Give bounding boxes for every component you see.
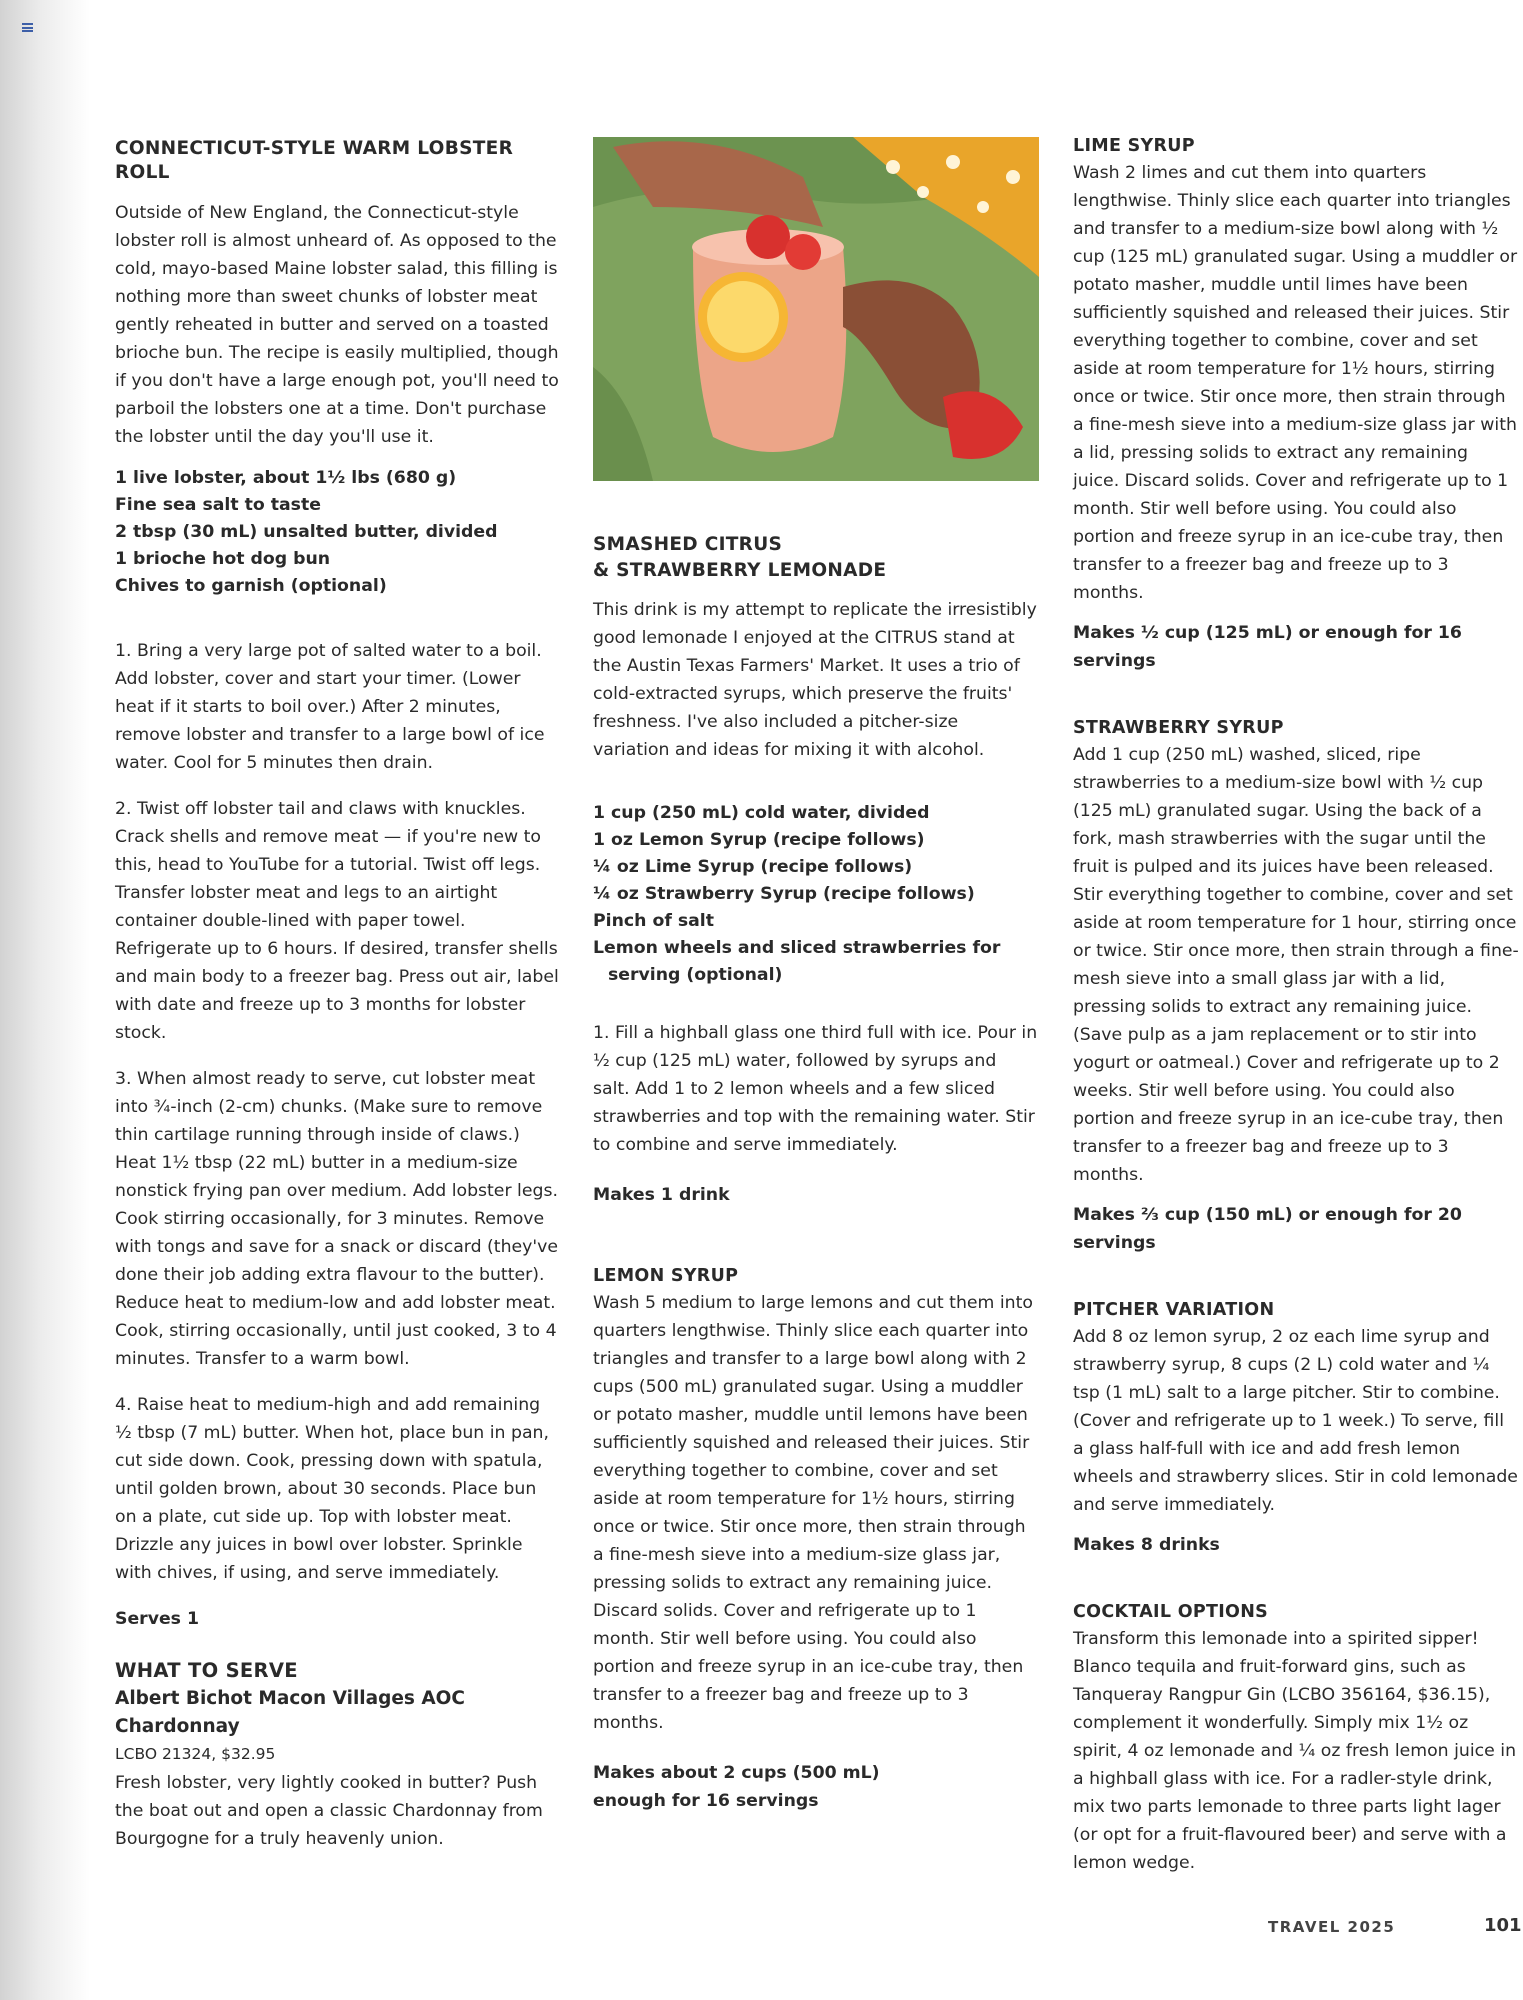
section-label: TRAVEL 2025 (1268, 1918, 1396, 1936)
wine-name: Albert Bichot Macon Villages AOC Chardonnay (115, 1688, 465, 1737)
ingredient: Chives to garnish (optional) (115, 576, 387, 596)
pitcher-body: Add 8 oz lemon syrup, 2 oz each lime syrup and strawberry syrup, 8 cups (2 L) cold water and ¼ tsp (1 mL) salt to a large pitcher. Stir to combine. (Cover and refrigerate up to 1 week.) To serve, fill a glass half-full with ice and add fresh lemon wheels and strawberry slices. Stir in cold lemonade and serve immediately. (1073, 1327, 1518, 1515)
cocktail-body: Transform this lemonade into a spirited sipper! Blanco tequila and fruit-forward gins, such as Tanqueray Rangpur Gin (LCBO 356164, $36.15), complement it wonderfully. Simply mix 1½ oz spirit, 4 oz lemonade and ¼ oz fresh lemon juice in a highball glass with ice. For a radler-style drink, mix two parts lemonade to three parts light lager (or opt for a fruit-flavoured beer) and serve with a lemon wedge. (1073, 1629, 1517, 1873)
lemonade-title-line1: SMASHED CITRUS (593, 534, 783, 555)
lemonade-illustration (593, 137, 1039, 481)
lemonade-makes: Makes 1 drink (593, 1185, 730, 1205)
page-edge-shadow (0, 0, 90, 2000)
lemon-syrup-makes: Makes about 2 cups (500 mL) enough for 16 servings (593, 1763, 880, 1811)
lobster-intro: Outside of New England, the Connecticut-style lobster roll is almost unheard of. As opposed to the cold, mayo-based Maine lobster salad, this filling is nothing more than sweet chunks of lobster meat gently reheated in butter and served on a toasted brioche bun. The recipe is easily multiplied, though if you don't have a large enough pot, you'll need to parboil the lobsters one at a time. Don't purchase the lobster until the day you'll use it. (115, 203, 559, 447)
lobster-ingredients (115, 465, 560, 600)
pitcher-makes: Makes 8 drinks (1073, 1535, 1220, 1555)
ingredient: 2 tbsp (30 mL) unsalted butter, divided (115, 522, 498, 542)
page-number: 101 (1484, 1915, 1522, 1936)
ingredient: ¼ oz Strawberry Syrup (recipe follows) (593, 884, 975, 904)
cocktail-heading: COCKTAIL OPTIONS (1073, 1602, 1269, 1622)
lemonade-photo (593, 137, 1039, 481)
lemonade-ingredients (593, 800, 1038, 989)
menu-icon[interactable] (22, 23, 33, 32)
strawberry-syrup-makes: Makes ⅔ cup (150 mL) or enough for 20 servings (1073, 1205, 1462, 1253)
ingredient: 1 cup (250 mL) cold water, divided (593, 803, 930, 823)
lemonade-intro: This drink is my attempt to replicate the irresistibly good lemonade I enjoyed at the CITRUS stand at the Austin Texas Farmers' Market. It uses a trio of cold-extracted syrups, which preserve the fruits' freshness. I've also included a pitcher-size variation and ideas for mixing it with alcohol. (593, 600, 1037, 760)
ingredient: Pinch of salt (593, 911, 714, 931)
ingredient: Fine sea salt to taste (115, 495, 321, 515)
lime-syrup-makes: Makes ½ cup (125 mL) or enough for 16 servings (1073, 623, 1462, 671)
lobster-step-4: 4. Raise heat to medium-high and add remaining ½ tbsp (7 mL) butter. When hot, place bun in pan, cut side down. Cook, pressing down with spatula, until golden brown, about 30 seconds. Place bun on a plate, cut side up. Top with lobster meat. Drizzle any juices in bowl over lobster. Sprinkle with chives, if using, and serve immediately. (115, 1395, 550, 1583)
column-lobster-roll (115, 130, 560, 1853)
lemonade-title-line2: & STRAWBERRY LEMONADE (593, 560, 887, 581)
column-syrups (1073, 130, 1519, 1877)
lime-syrup-heading: LIME SYRUP (1073, 136, 1195, 156)
ingredient: 1 oz Lemon Syrup (recipe follows) (593, 830, 925, 850)
lemon-syrup-body: Wash 5 medium to large lemons and cut them into quarters lengthwise. Thinly slice each quarter into triangles and transfer to a large bowl along with 2 cups (500 mL) granulated sugar. Using a muddler or potato masher, muddle until lemons have been sufficiently squished and released their juices. Stir everything together to combine, cover and set aside at room temperature for 1½ hours, stirring once or twice. Stir once more, then strain through a fine-mesh sieve into a medium-size glass jar, pressing solids to extract any remaining juice. Discard solids. Cover and refrigerate up to 1 month. Stir well before using. You could also portion and freeze syrup in an ice-cube tray, then transfer to a freezer bag and freeze up to 3 months. (593, 1293, 1033, 1733)
lobster-step-1: 1. Bring a very large pot of salted water to a boil. Add lobster, cover and start your timer. (Lower heat if it starts to boil over.) After 2 minutes, remove lobster and transfer to a large bowl of ice water. Cool for 5 minutes then drain. (115, 641, 545, 773)
lemon-syrup-heading: LEMON SYRUP (593, 1266, 739, 1286)
strawberry-syrup-heading: STRAWBERRY SYRUP (1073, 718, 1284, 738)
lobster-step-3: 3. When almost ready to serve, cut lobster meat into ¾-inch (2-cm) chunks. (Make sure to remove thin cartilage running through inside of claws.) Heat 1½ tbsp (22 mL) butter in a medium-size nonstick frying pan over medium. Add lobster legs. Cook stirring occasionally, for 3 minutes. Remove with tongs and save for a snack or discard (they've done their job adding extra flavour to the butter). Reduce heat to medium-low and add lobster meat. Cook, stirring occasionally, until just cooked, 3 to 4 minutes. Transfer to a warm bowl. (115, 1069, 559, 1369)
ingredient: 1 live lobster, about 1½ lbs (680 g) (115, 468, 457, 488)
wine-lcbo: LCBO 21324, $32.95 (115, 1745, 276, 1763)
lobster-title: CONNECTICUT-STYLE WARM LOBSTER ROLL (115, 138, 514, 183)
lime-syrup-body: Wash 2 limes and cut them into quarters lengthwise. Thinly slice each quarter into triangles and transfer to a medium-size bowl along with ½ cup (125 mL) granulated sugar. Using a muddler or potato masher, muddle until limes have been sufficiently squished and released their juices. Stir everything together to combine, cover and set aside at room temperature for 1½ hours, stirring once or twice. Stir once more, then strain through a fine-mesh sieve into a medium-size glass jar with a lid, pressing solids to extract any remaining juice. Discard solids. Cover and refrigerate up to 1 month. Stir well before using. You could also portion and freeze syrup in an ice-cube tray, then transfer to a freezer bag and freeze up to 3 months. (1073, 163, 1518, 603)
lobster-serves: Serves 1 (115, 1609, 200, 1629)
ingredient: 1 brioche hot dog bun (115, 549, 331, 569)
pitcher-heading: PITCHER VARIATION (1073, 1300, 1275, 1320)
ingredient: ¼ oz Lime Syrup (recipe follows) (593, 857, 913, 877)
strawberry-syrup-body: Add 1 cup (250 mL) washed, sliced, ripe strawberries to a medium-size bowl with ½ cup (125 mL) granulated sugar. Using the back of a fork, mash strawberries with the sugar until the fruit is pulped and its juices have been released. Stir everything together to combine, cover and set aside at room temperature for 1 hour, stirring once or twice. Stir once more, then strain through a fine-mesh sieve into a small glass jar with a lid, pressing solids to extract any remaining juice. (Save pulp as a jam replacement or to stir into yogurt or oatmeal.) Cover and refrigerate up to 2 weeks. Stir well before using. You could also portion and freeze syrup in an ice-cube tray, then transfer to a freezer bag and freeze up to 3 months. (1073, 745, 1519, 1185)
lobster-step-2: 2. Twist off lobster tail and claws with knuckles. Crack shells and remove meat — if you're new to this, head to YouTube for a tutorial. Twist off legs. Transfer lobster meat and legs to an airtight container double-lined with paper towel. Refrigerate up to 6 hours. If desired, transfer shells and main body to a freezer bag. Press out air, label with date and freeze up to 3 months for lobster stock. (115, 799, 559, 1043)
column-lemonade (593, 137, 1038, 1815)
lemonade-step-1: 1. Fill a highball glass one third full with ice. Pour in ½ cup (125 mL) water, followed by syrups and salt. Add 1 to 2 lemon wheels and a few sliced strawberries and top with the remaining water. Stir to combine and serve immediately. (593, 1023, 1038, 1155)
wine-note: Fresh lobster, very lightly cooked in butter? Push the boat out and open a classic Chardonnay from Bourgogne for a truly heavenly union. (115, 1773, 543, 1849)
wine-heading: WHAT TO SERVE (115, 1659, 298, 1682)
ingredient: Lemon wheels and sliced strawberries for serving (optional) (593, 938, 1001, 985)
